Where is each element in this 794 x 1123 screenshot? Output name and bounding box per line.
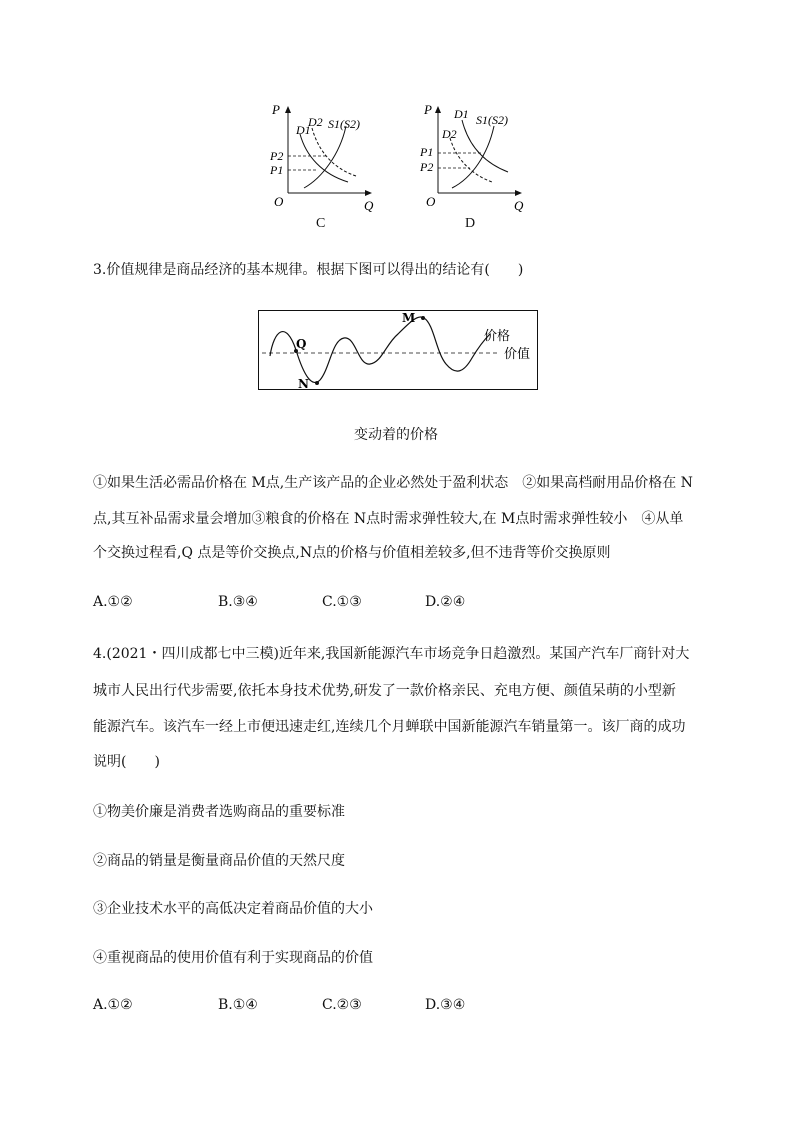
q3-option-c: C.①③ <box>322 594 362 610</box>
point-q-label: Q <box>296 337 307 351</box>
diagram-d-label: D <box>465 216 476 231</box>
d2-label: D2 <box>308 115 323 129</box>
q4-option-c: C.②③ <box>322 997 362 1013</box>
q3-body-line-1: ①如果生活必需品价格在 M点,生产该产品的企业必然处于盈利状态 ②如果高档耐用品价格在 N <box>93 475 693 491</box>
q-axis-arrow <box>515 190 522 196</box>
s-label: S1(S2) <box>476 113 508 127</box>
diagram-d <box>412 98 532 213</box>
p-lower-label: P1 <box>270 163 284 177</box>
q-axis-arrow <box>365 190 372 196</box>
q4-item-4: ④重视商品的使用价值有利于实现商品的价值 <box>93 950 373 966</box>
d1-label: D1 <box>454 107 469 121</box>
supply-demand-graph-d <box>412 98 532 213</box>
q4-stem-line-4: 说明( ) <box>93 754 160 770</box>
d1-label: D1 <box>296 123 311 137</box>
origin-label: O <box>426 194 436 209</box>
q3-option-d: D.②④ <box>425 594 466 610</box>
origin-label: O <box>274 194 284 209</box>
q4-option-d: D.③④ <box>425 997 466 1013</box>
supply-demand-graph-c <box>262 98 382 213</box>
value-label: 价值 <box>504 347 531 362</box>
point-m-marker <box>421 316 425 320</box>
q-axis-label: Q <box>364 198 374 213</box>
demand-curve-d2 <box>312 128 356 176</box>
q4-stem-line-1: 4.(2021・四川成都七中三模)近年来,我国新能源汽车市场竞争日趋激烈。某国产汽车厂商针对大 <box>93 646 690 662</box>
p-upper-label: P1 <box>420 145 434 159</box>
q4-option-b: B.①④ <box>218 997 258 1013</box>
q3-body-line-3: 个交换过程看,Q 点是等价交换点,N点的价格与价值相差较多,但不违背等价交换原则 <box>93 545 611 561</box>
q4-item-2: ②商品的销量是衡量商品价值的天然尺度 <box>93 853 345 869</box>
d2-label: D2 <box>442 127 457 141</box>
point-n-marker <box>315 381 319 385</box>
q3-body-line-2: 点,其互补品需求量会增加③粮食的价格在 N点时需求弹性较大,在 M点时需求弹性较小 ④从单 <box>93 511 684 527</box>
q4-stem-line-3: 能源汽车。该汽车一经上市便迅速走红,连续几个月蝉联中国新能源汽车销量第一。该厂商的成功 <box>93 719 686 735</box>
q3-stem: 3.价值规律是商品经济的基本规律。根据下图可以得出的结论有( ) <box>93 262 524 278</box>
p-lower-label: P2 <box>420 160 434 174</box>
p-axis-label: P <box>424 102 432 117</box>
demand-curve-d1 <box>300 134 348 182</box>
q4-item-1: ①物美价廉是消费者选购商品的重要标准 <box>93 804 345 820</box>
p-axis-arrow <box>285 106 291 113</box>
price-fluctuation-graph <box>258 310 538 390</box>
q-axis-label: Q <box>514 198 524 213</box>
s-label: S1(S2) <box>328 117 360 131</box>
q3-option-b: B.③④ <box>218 594 258 610</box>
q4-option-a: A.①② <box>93 997 133 1013</box>
figure-caption: 变动着的价格 <box>354 427 438 443</box>
point-m-label: M <box>402 311 416 325</box>
p-upper-label: P2 <box>270 149 284 163</box>
q3-option-a: A.①② <box>93 594 133 610</box>
p-axis-arrow <box>435 106 441 113</box>
p-axis-label: P <box>272 102 280 117</box>
demand-curve-d1 <box>462 120 508 172</box>
point-n-label: N <box>298 377 309 390</box>
price-label: 价格 <box>484 329 511 344</box>
demand-curve-d2 <box>450 138 492 182</box>
diagram-c <box>262 98 382 213</box>
q4-stem-line-2: 城市人民出行代步需要,依托本身技术优势,研发了一款价格亲民、充电方便、颜值呆萌的小型新 <box>93 683 676 699</box>
supply-curve-s <box>452 126 494 188</box>
q4-item-3: ③企业技术水平的高低决定着商品价值的大小 <box>93 901 373 917</box>
price-value-figure <box>258 310 538 390</box>
diagram-c-label: C <box>316 216 326 231</box>
